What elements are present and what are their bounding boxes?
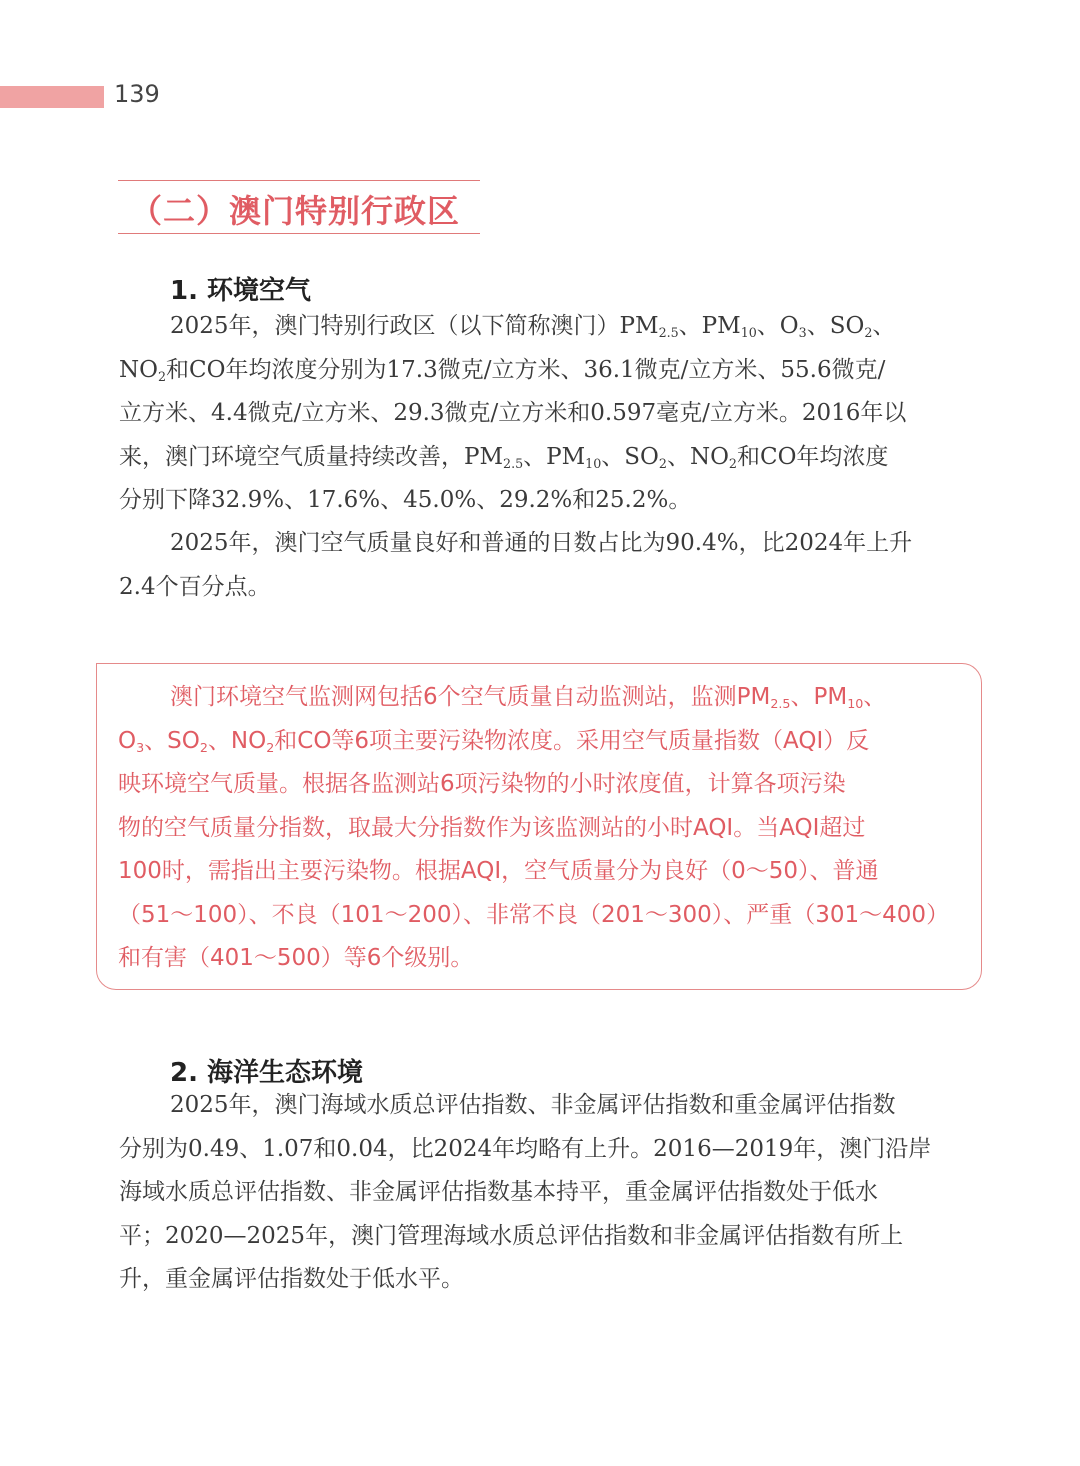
section-title: （二）澳门特别行政区 [130, 192, 461, 230]
heading-ambient-air: 1. 环境空气 [170, 276, 312, 306]
text-line: 立方米、4.4微克/立方米、29.3微克/立方米和0.597毫克/立方米。2016年以 [119, 400, 907, 426]
paragraph-line: 升，重金属评估指数处于低水平。 [119, 1266, 464, 1292]
text-line: 分别下降32.9%、17.6%、45.0%、29.2%和25.2%。 [119, 487, 692, 513]
text-line: $O_3$、$SO_2$、$NO_2$和CO等6项主要污染物浓度。采用空气质量指数（AQI）反 [118, 727, 870, 755]
info-callout-text [118, 676, 964, 981]
paragraph-line: 2.4个百分点。 [119, 573, 271, 600]
text-line: 来，澳门环境空气质量持续改善，$PM_{2.5}$、$PM_{10}$、$SO_2$、$NO_2$和CO年均浓度 [119, 443, 889, 471]
text-line: （51～100）、不良（101～200）、非常不良（201～300）、严重（301～400） [118, 901, 950, 928]
page-number-bar [0, 86, 104, 108]
paragraph-line: 平；2020—2025年，澳门管理海域水质总评估指数和非金属评估指数有所上 [119, 1222, 904, 1249]
heading-marine-ecology: 2. 海洋生态环境 [170, 1058, 364, 1088]
paragraph-line: 2025年，澳门空气质量良好和普通的日数占比为90.4%，比2024年上升 [170, 530, 913, 556]
text-line: 澳门环境空气监测网包括6个空气质量自动监测站，监测$PM_{2.5}$、$PM_{10}$、 [170, 684, 887, 711]
text-line: 物的空气质量分指数，取最大分指数作为该监测站的小时AQI。当AQI超过 [118, 814, 866, 841]
paragraph-good-days [119, 522, 964, 609]
paragraph-line: 2025年，澳门海域水质总评估指数、非金属评估指数和重金属评估指数 [170, 1092, 896, 1118]
paragraph-air-quality [119, 305, 964, 523]
paragraph-line: 分别为0.49、1.07和0.04，比2024年均略有上升。2016—2019年，澳门沿岸 [119, 1135, 932, 1162]
paragraph-marine [119, 1084, 964, 1302]
paragraph-line: 海域水质总评估指数、非金属评估指数基本持平，重金属评估指数处于低水 [119, 1179, 878, 1205]
text-line: $NO_2$和CO年均浓度分别为17.3微克/立方米、36.1微克/立方米、55.6微克/ [119, 356, 886, 384]
page-number: 139 [114, 80, 160, 108]
text-line: 和有害（401～500）等6个级别。 [118, 945, 474, 971]
text-line: 2025年，澳门特别行政区（以下简称澳门）$PM_{2.5}$、$PM_{10}$、$O_3$、$SO_2$、 [170, 313, 896, 340]
text-line: 映环境空气质量。根据各监测站6项污染物的小时浓度值，计算各项污染 [118, 771, 846, 797]
text-line: 100时，需指出主要污染物。根据AQI，空气质量分为良好（0～50）、普通 [118, 858, 879, 884]
